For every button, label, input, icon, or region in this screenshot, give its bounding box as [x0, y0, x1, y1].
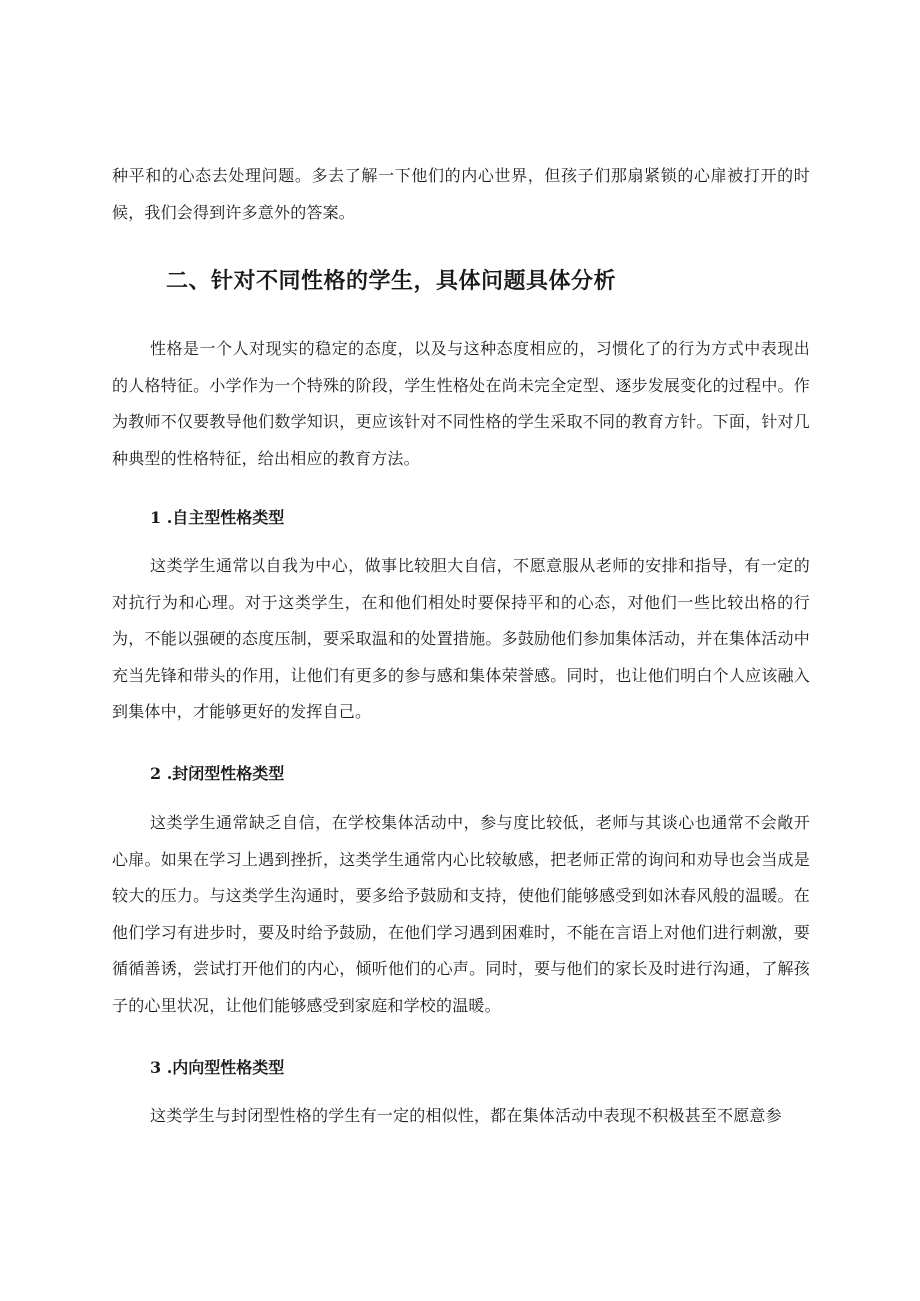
section-heading: 二、针对不同性格的学生，具体问题具体分析: [166, 268, 617, 294]
subsection-title-autonomous: 1 .自主型性格类型: [150, 508, 285, 527]
continuation-paragraph: 种平和的心态去处理问题。多去了解一下他们的内心世界，但孩子们那扇紧锁的心扉被打开的时候，我们会得到许多意外的答案。: [112, 166, 810, 222]
intro-paragraph: 性格是一个人对现实的稳定的态度，以及与这种态度相应的，习惯化了的行为方式中表现出的人格特征。小学作为一个特殊的阶段，学生性格处在尚未完全定型、逐步发展变化的过程中。作为教师不仅要教导他们数学知识，更应该针对不同性格的学生采取不同的教育方针。下面，针对几种典型的性格特征，给出相应的教育方法。: [112, 339, 810, 468]
subsection-body-closed: 这类学生通常缺乏自信，在学校集体活动中，参与度比较低，老师与其谈心也通常不会敞开心扉。如果在学习上遇到挫折，这类学生通常内心比较敏感，把老师正常的询问和劝导也会当成是较大的压力。与这类学生沟通时，要多给予鼓励和支持，使他们能够感受到如沐春风般的温暖。在他们学习有进步时，要及时给予鼓励，在他们学习遇到困难时，不能在言语上对他们进行刺激，要循循善诱，尝试打开他们的内心，倾听他们的心声。同时，要与他们的家长及时进行沟通，了解孩子的心里状况，让他们能够感受到家庭和学校的温暖。: [112, 813, 810, 1015]
subsection-title-closed: 2 .封闭型性格类型: [150, 764, 285, 783]
subsection-body-autonomous: 这类学生通常以自我为中心，做事比较胆大自信，不愿意服从老师的安排和指导，有一定的对抗行为和心理。对于这类学生，在和他们相处时要保持平和的心态，对他们一些比较出格的行为，不能以强硬的态度压制，要采取温和的处置措施。多鼓励他们参加集体活动，并在集体活动中充当先锋和带头的作用，让他们有更多的参与感和集体荣誉感。同时，也让他们明白个人应该融入到集体中，才能够更好的发挥自己。: [112, 556, 810, 721]
subsection-body-introverted: 这类学生与封闭型性格的学生有一定的相似性，都在集体活动中表现不积极甚至不愿意参: [150, 1106, 782, 1125]
subsection-title-introverted: 3 .内向型性格类型: [150, 1058, 285, 1077]
